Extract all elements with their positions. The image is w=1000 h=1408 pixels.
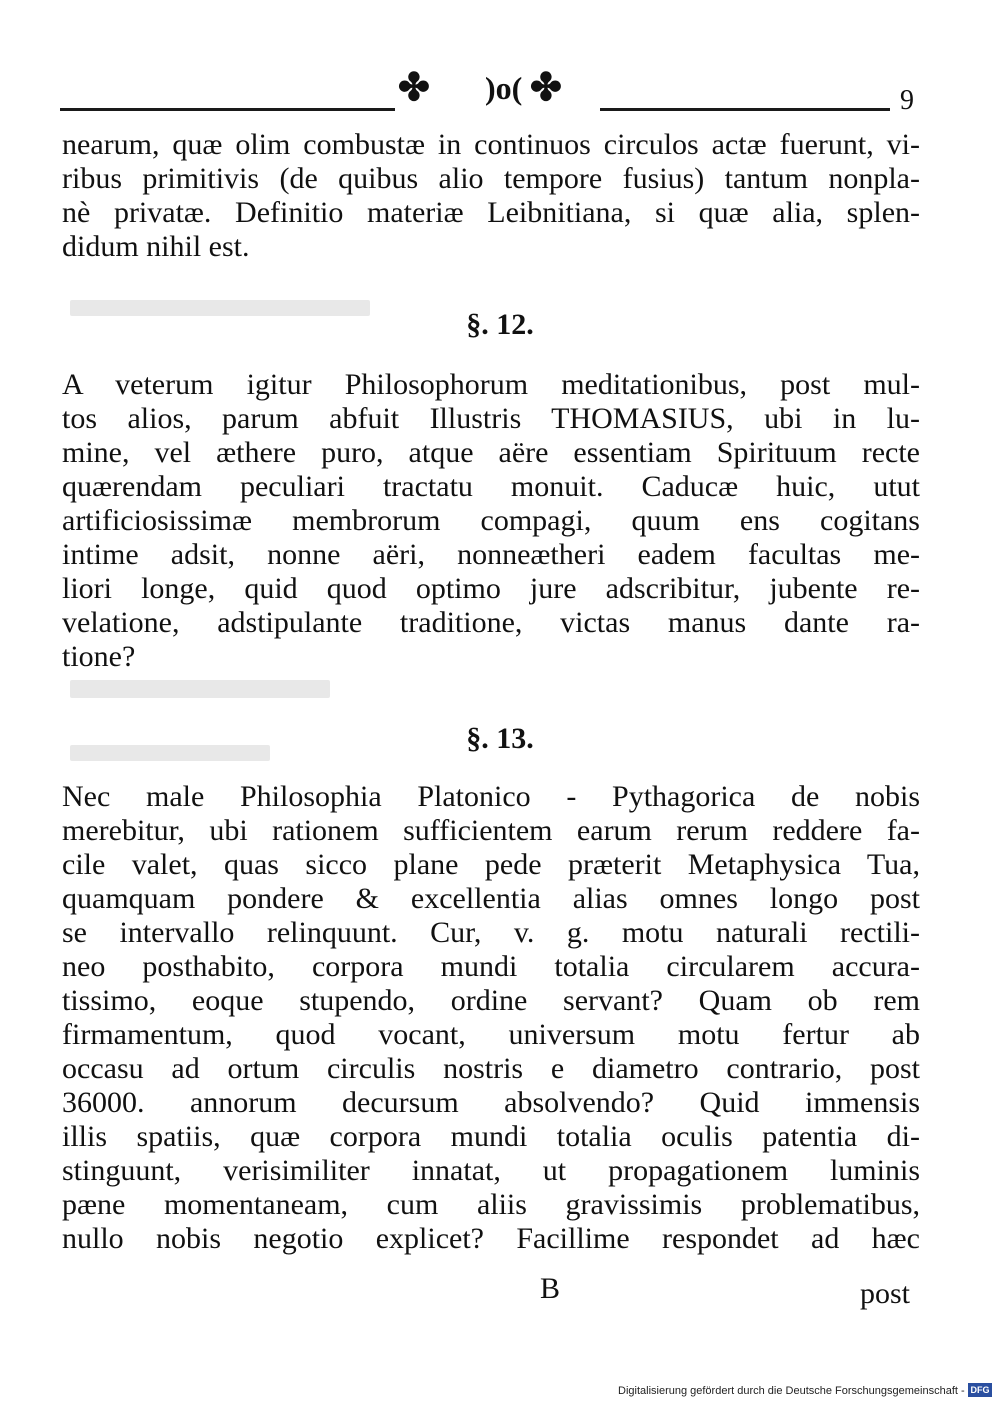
text-line: intime adsit, nonne aëri, nonneætheri eadem facultas me- (62, 538, 920, 571)
signature-mark: B (540, 1272, 561, 1305)
text-line: velatione, adstipulante traditione, victas manus dante ra- (62, 606, 920, 639)
text-line: stinguunt, verisimiliter innatat, ut propagationem luminis (62, 1154, 920, 1187)
text-line: occasu ad ortum circulis nostris e diametro contrario, post (62, 1052, 920, 1085)
text-line: tissimo, eoque stupendo, ordine servant? Quam ob rem (62, 984, 920, 1017)
head-rule-left (60, 108, 395, 111)
text-line: cile valet, quas sicco plane pede præterit Metaphysica Tua, (62, 848, 920, 881)
text-line: nullo nobis negotio explicet? Facillime respondet ad hæc (62, 1222, 920, 1255)
text-line: mine, vel æthere puro, atque aëre essentiam Spirituum recte (62, 436, 920, 469)
text-line: quærendam peculiari tractatu monuit. Caducæ huic, utut (62, 470, 920, 503)
text-line: Nec male Philosophia Platonico - Pythagorica de nobis (62, 780, 920, 813)
text-line: A veterum igitur Philosophorum meditationibus, post mul- (62, 368, 920, 401)
text-line: nearum, quæ olim combustæ in continuos circulos actæ fuerunt, vi- (62, 128, 920, 161)
dfg-logo: DFG (968, 1383, 992, 1397)
text-line: quamquam pondere & excellentia alias omnes longo post (62, 882, 920, 915)
section-heading-13: §. 13. (466, 722, 534, 755)
text-line: tos alios, parum abfuit Illustris THOMASIUS, ubi in lu- (62, 402, 920, 435)
text-line: merebitur, ubi rationem sufficientem earum rerum reddere fa- (62, 814, 920, 847)
section-13-paragraph (62, 780, 920, 1256)
text-line: ribus primitivis (de quibus alio tempore fusius) tantum nonpla- (62, 162, 920, 195)
bleed-through-mark (70, 680, 330, 698)
text-line: artificiosissimæ membrorum compagi, quum ens cogitans (62, 504, 920, 537)
text-line: didum nihil est. (62, 230, 250, 263)
section-heading-12: §. 12. (466, 308, 534, 341)
section-12-paragraph (62, 368, 920, 674)
paragraph-continuation (62, 128, 920, 264)
text-line: tione? (62, 640, 136, 673)
text-line: pæne momentaneam, cum aliis gravissimis problematibus, (62, 1188, 920, 1221)
text-line: liori longe, quid quod optimo jure adscribitur, jubente re- (62, 572, 920, 605)
ornament-left: ✤ (398, 67, 430, 109)
text-line: nè privatæ. Definitio materiæ Leibnitiana, si quæ alia, splen- (62, 196, 920, 229)
text-line: se intervallo relinquunt. Cur, v. g. motu naturali rectili- (62, 916, 920, 949)
catchword: post (860, 1277, 911, 1310)
text-line: 36000. annorum decursum absolvendo? Quid immensis (62, 1086, 920, 1119)
ornament-middle: )o( (485, 70, 523, 106)
digitization-credit: Digitalisierung gefördert durch die Deutsche Forschungsgemeinschaft - (618, 1385, 965, 1397)
head-rule-right (600, 108, 890, 111)
text-line: illis spatiis, quæ corpora mundi totalia oculis patentia di- (62, 1120, 920, 1153)
page-number: 9 (900, 85, 914, 116)
ornament-right: ✤ (530, 67, 562, 109)
text-line: neo posthabito, corpora mundi totalia circularem accura- (62, 950, 920, 983)
text-line: firmamentum, quod vocant, universum motu fertur ab (62, 1018, 920, 1051)
